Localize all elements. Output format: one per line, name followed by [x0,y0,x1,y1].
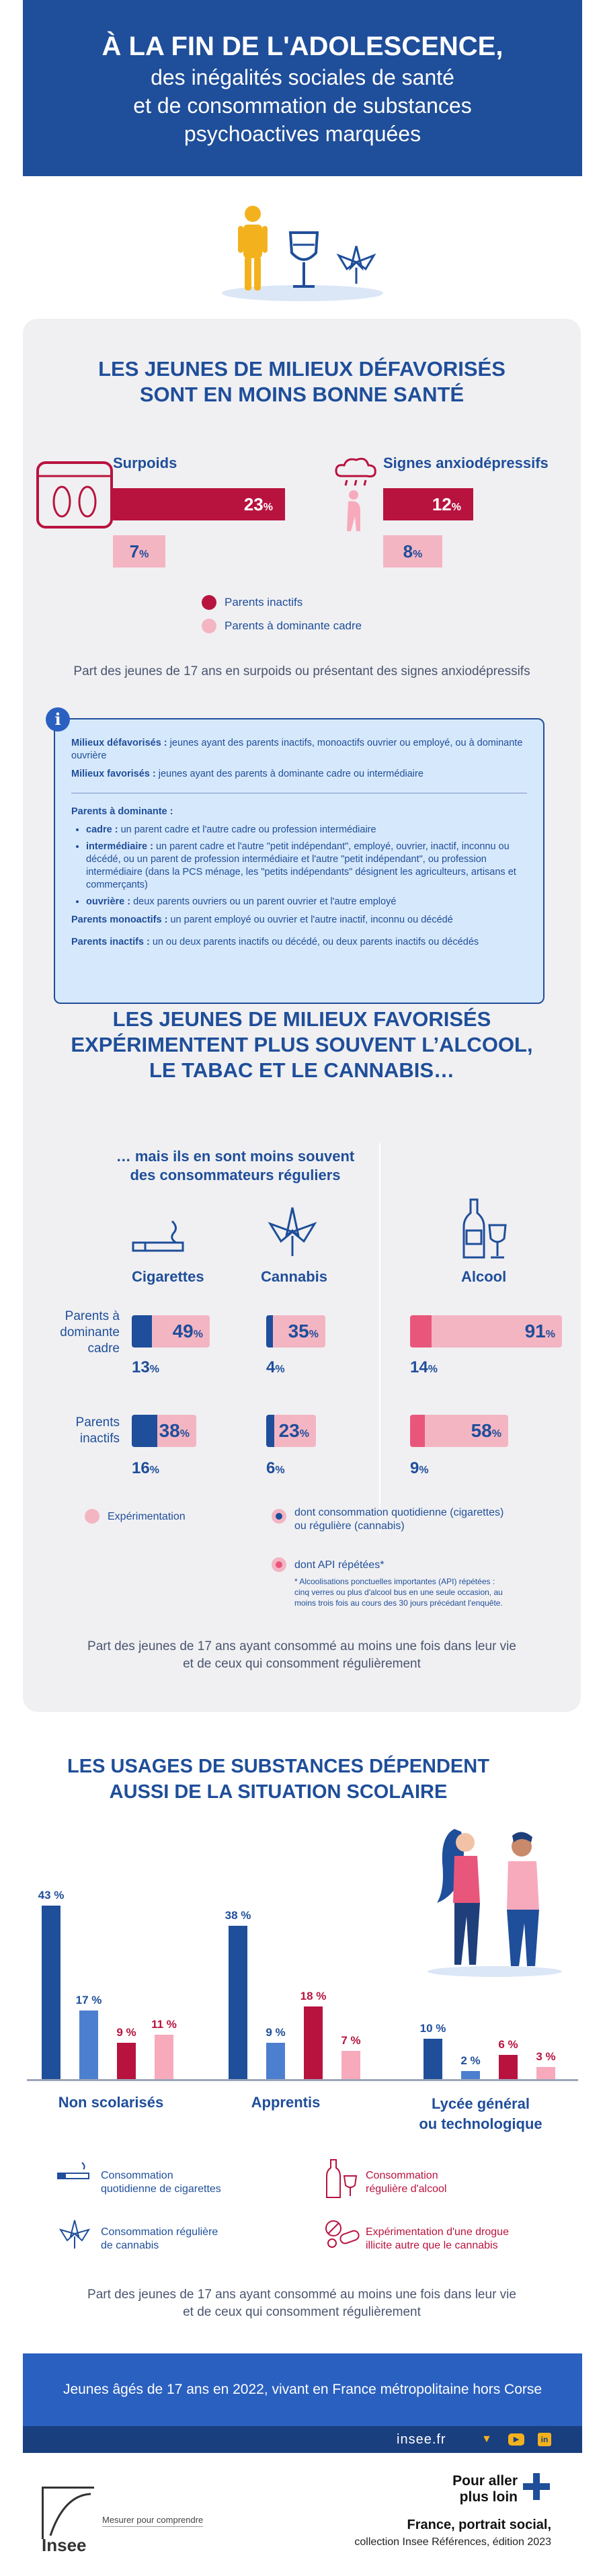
section2-title [23,1007,581,1083]
bar-label-2-3: 3 % [536,2050,556,2063]
defav-title: Milieux défavorisés : [71,738,167,748]
header-banner [23,0,582,176]
cadre-can-bar [266,1315,325,1348]
more-info-line1: Pour aller [452,2473,518,2489]
legend-can-line2: de cannabis [101,2240,159,2251]
pct-sign: % [275,1465,285,1476]
section1-title-line2: SONT EN MOINS BONNE SANTÉ [139,383,465,406]
definitions-box [54,718,544,1004]
cadre-can-reg-marker [266,1315,273,1348]
insee-logo-text: Insee [42,2535,87,2555]
list-item [86,841,527,892]
pct-sign: % [545,1329,555,1340]
bar-label-1-1: 9 % [266,2026,286,2039]
wine-glass-icon [290,233,317,286]
section1-title-line1: LES JEUNES DE MILIEUX DÉFAVORISÉS [98,357,506,381]
section2-subtitle-line1: … mais ils en sont moins souvent [116,1148,355,1165]
legend-reg-label [294,1506,503,1533]
api-note-line2: cinq verres ou plus d'alcool bus en une seule occasion, au [294,1588,503,1597]
dominante-title: Parents à dominante : [71,806,173,817]
pct-sign: % [491,1428,501,1440]
row-cadre-line1: Parents à [65,1309,120,1323]
inactifs-can-bar [266,1415,316,1447]
inactifs-can-reg-value: 6 [266,1459,276,1477]
publication-subtitle: collection Insee Références, édition 2023 [354,2536,551,2548]
row-cadre-line2: dominante [60,1325,120,1339]
legend-cadre-label: Parents à dominante cadre [225,619,362,632]
bar-1-2 [304,2006,323,2079]
insee-tagline: Mesurer pour comprendre [102,2515,203,2527]
bar-label-0-1: 17 % [75,1994,102,2006]
group-label-2 [387,2094,575,2134]
inactifs-cig-reg [132,1459,159,1478]
inactifs-cig-reg-marker [132,1415,157,1447]
bar-0-3 [155,2035,173,2079]
pct-sign: % [299,1428,309,1440]
cadre-can-reg-value: 4 [266,1358,276,1376]
bar-0-0 [42,1906,61,2079]
legend-drug-line2: illicite autre que le cannabis [366,2240,498,2251]
legend-cigarette-icon [56,2161,91,2185]
legend-drug-label [366,2226,509,2253]
group-label-2-line2: ou technologique [419,2115,542,2132]
section2-caption-line1: Part des jeunes de 17 ans ayant consommé au moins une fois dans leur vie [87,1639,516,1653]
inactifs-alc-api-marker [410,1415,425,1447]
inactifs-cig-reg-value: 16 [132,1459,150,1477]
legend-exp-label: Expérimentation [108,1511,186,1522]
pct-sign: % [149,1364,159,1375]
bar-1-1 [266,2043,285,2079]
cigarette-icon [132,1218,188,1257]
info-icon: i [46,707,70,732]
rain-cloud-person-icon [333,456,380,537]
ouvr-text: deux parents ouvriers ou un parent ouvrier et l'autre employé [130,896,397,907]
bar-2-2 [499,2055,518,2079]
pct-sign: % [263,502,273,513]
group-label-1-line1: Apprentis [251,2094,321,2111]
legend-alc-line2: régulière d'alcool [366,2183,447,2195]
more-info-line2: plus loin [459,2489,518,2505]
cadre-alc-reg [410,1358,438,1377]
inactifs-can-reg-marker [266,1415,274,1447]
row-cadre-line3: cadre [87,1341,120,1356]
twitter-icon[interactable]: ▼ [481,2433,492,2445]
bar-2-0 [424,2039,442,2079]
legend-cannabis-icon [59,2219,90,2253]
bar-label-2-2: 6 % [498,2038,518,2051]
surpoids-inactifs-bar [113,488,285,520]
row-cadre-label [39,1309,120,1357]
group-label-2-line1: Lycée général [432,2095,530,2112]
legend-can-label [101,2226,218,2253]
person-icon [238,206,268,290]
header-title-line2: des inégalités sociales de santé [151,65,454,89]
bar-2-3 [536,2067,555,2079]
cadre-title: cadre : [86,824,118,835]
group-label-0 [27,2094,195,2111]
section3-title-line1: LES USAGES DE SUBSTANCES DÉPENDENT [67,1756,489,1777]
pct-sign: % [428,1364,438,1375]
inactifs-alc-reg [410,1459,429,1478]
inter-text: un parent cadre et l'autre "petit indépendant", employé, ouvrier, inactif, inconnu ou décédé, ou un parent de profession intermédiaire et l'autre "petit indépendant", ou profession intermédiaire (dans la PCS ménage, les "petits indépendants" désignent les agriculteurs, artisans et commerçants) [86,841,516,890]
bar-1-3 [341,2051,360,2079]
pct-sign: % [413,549,423,560]
section3-title-line2: AUSSI DE LA SITUATION SCOLAIRE [109,1781,448,1803]
cadre-can-reg [266,1358,285,1377]
pct-sign: % [193,1329,203,1340]
anxio-inactifs-bar [383,488,473,520]
legend-drug-line1: Expérimentation d'une drogue [366,2226,509,2238]
plus-icon [523,2473,550,2500]
inact-text: un ou deux parents inactifs ou décédé, ou deux parents inactifs ou décédés [149,937,479,947]
youtube-icon[interactable]: ▶ [508,2433,524,2446]
school-chart-svg [27,1876,578,2079]
cadre-alc-bar [410,1315,562,1348]
cadre-text: un parent cadre et l'autre cadre ou profession intermédiaire [118,824,376,835]
section3-title [23,1754,534,1805]
cadre-cig-bar [132,1315,210,1348]
scale-icon [35,460,114,533]
bar-2-1 [461,2071,480,2079]
group-label-1 [202,2094,370,2111]
col-cannabis: Cannabis [261,1268,328,1285]
section3-caption-line1: Part des jeunes de 17 ans ayant consommé au moins une fois dans leur vie [87,2288,516,2302]
divider [379,1143,380,1533]
list-item [86,824,527,836]
more-info-label [437,2473,518,2505]
section1-title [23,356,581,407]
ouvr-title: ouvrière : [86,896,131,907]
cannabis-leaf-icon [339,246,374,284]
bar-1-0 [229,1926,247,2079]
pct-sign: % [309,1329,319,1340]
legend-exp-dot [85,1509,99,1524]
section2-caption [23,1638,581,1673]
fav-text: jeunes ayant des parents à dominante cadre ou intermédiaire [155,769,424,779]
scope-band: Jeunes âgés de 17 ans en 2022, vivant en France métropolitaine hors Corse [23,2353,582,2426]
group-label-0-line1: Non scolarisés [58,2094,164,2111]
bar-label-1-3: 7 % [341,2034,361,2047]
cadre-can-exp-value: 35 [288,1321,309,1341]
cadre-cig-reg-value: 13 [132,1358,150,1376]
linkedin-icon[interactable]: in [538,2433,551,2446]
footer-links-bar [23,2426,582,2453]
cadre-alc-reg-value: 14 [410,1358,428,1376]
legend-alc-line1: Consommation [366,2170,438,2181]
cannabis-leaf-icon [266,1205,319,1262]
inactifs-cig-bar [132,1415,196,1447]
inact-title: Parents inactifs : [71,937,150,947]
bar-label-0-0: 43 % [38,1889,65,1902]
hero-illustration [215,195,390,303]
section2-title-line2: EXPÉRIMENTENT PLUS SOUVENT L’ALCOOL, [71,1033,533,1056]
anxio-cadre-value: 8 [403,541,413,561]
cadre-alc-api-marker [410,1315,432,1348]
chart-baseline [27,2079,578,2081]
pct-sign: % [139,549,149,560]
cadre-cig-reg-marker [132,1315,152,1348]
legend-cig-label [101,2169,221,2196]
section3-caption [23,2286,581,2321]
bar-label-1-0: 38 % [225,1909,251,1922]
api-note-line1: * Alcoolisations ponctuelles importantes (API) répétées : [294,1577,495,1586]
pct-sign: % [149,1465,159,1476]
col-alcool: Alcool [461,1268,507,1285]
cadre-cig-exp-value: 49 [172,1321,194,1341]
col-cigarettes: Cigarettes [132,1268,204,1285]
bar-label-2-1: 2 % [460,2054,481,2067]
pct-sign: % [451,502,461,513]
legend-inactifs-label: Parents inactifs [225,596,303,609]
cadre-alc-exp-value: 91 [524,1321,546,1341]
surpoids-inactifs-value: 23 [243,494,264,514]
legend-cig-line2: quotidienne de cigarettes [101,2183,221,2195]
row-inactifs-label [39,1415,120,1447]
legend-alcohol-icon [325,2158,358,2202]
insee-logo-icon [42,2487,94,2539]
surpoids-cadre-bar [113,535,165,568]
inactifs-alc-exp-value: 58 [471,1420,492,1441]
cadre-cig-reg [132,1358,159,1377]
legend-pills-icon [323,2219,360,2252]
bar-label-0-2: 9 % [116,2026,136,2039]
row-inactifs-line2: inactifs [79,1432,120,1446]
publication-title[interactable]: France, portrait social, [407,2518,551,2532]
bar-label-1-2: 18 % [300,1990,327,2002]
section2-title-line1: LES JEUNES DE MILIEUX FAVORISÉS [112,1007,491,1031]
legend-api-label: dont API répétées* [294,1559,385,1571]
insee-site-link[interactable]: insee.fr [397,2432,446,2447]
list-item [86,896,527,908]
legend-reg-line1: dont consommation quotidienne (cigarettes) [294,1507,504,1518]
anxio-cadre-bar [383,535,442,568]
api-note-line3: moins trois fois au cours des 30 jours précédant l'enquête. [294,1598,503,1608]
row-inactifs-line1: Parents [75,1415,120,1430]
anxio-inactifs-value: 12 [432,494,452,514]
header-title-line1: À LA FIN DE L'ADOLESCENCE, [102,32,503,61]
school-chart [27,1876,578,2079]
bar-label-2-0: 10 % [419,2022,446,2035]
section2-subtitle-line2: des consommateurs réguliers [130,1167,341,1183]
section3-caption-line2: et de ceux qui consomment régulièrement [183,2305,421,2319]
inactifs-can-exp-value: 23 [278,1420,300,1441]
surpoids-label: Surpoids [113,455,177,471]
wine-bottle-glass-icon [461,1197,508,1265]
bar-0-1 [79,2011,98,2079]
api-note [294,1576,503,1608]
legend-inactifs-dot [202,595,216,610]
header-title-line3: et de consommation de substances [133,93,472,118]
surpoids-cadre-value: 7 [129,541,140,561]
legend-alc-label [366,2169,446,2196]
section2-title-line3: LE TABAC ET LE CANNABIS… [149,1058,455,1082]
section1-caption: Part des jeunes de 17 ans en surpoids ou présentant des signes anxiodépressifs [73,664,530,678]
pct-sign: % [179,1428,190,1440]
legend-reg-dot [272,1509,286,1524]
mono-title: Parents monoactifs : [71,914,168,925]
inter-title: intermédiaire : [86,841,153,852]
inactifs-alc-reg-value: 9 [410,1459,419,1477]
mono-text: un parent employé ou ouvrier et l'autre inactif, inconnu ou décédé [167,914,453,925]
defav-text: jeunes ayant des parents inactifs, monoactifs ouvrier ou employé, ou à dominante ouvrière [71,738,523,761]
legend-can-line1: Consommation régulière [101,2226,218,2238]
inactifs-cig-exp-value: 38 [159,1420,180,1441]
pct-sign: % [419,1465,429,1476]
legend-reg-line2: ou régulière (cannabis) [294,1520,405,1532]
legend-cig-line1: Consommation [101,2170,173,2181]
legend-cadre-dot [202,619,216,633]
legend-api-dot [272,1557,286,1572]
anxio-label: Signes anxiodépressifs [383,455,549,471]
bar-label-0-3: 11 % [151,2018,177,2031]
bar-0-2 [117,2043,136,2079]
fav-title: Milieux favorisés : [71,769,156,779]
inactifs-alc-bar [410,1415,508,1447]
section2-subtitle [87,1147,383,1185]
inactifs-can-reg [266,1459,285,1478]
section2-caption-line2: et de ceux qui consomment régulièrement [183,1657,421,1671]
pct-sign: % [275,1364,285,1375]
header-title-line4: psychoactives marquées [184,122,421,146]
